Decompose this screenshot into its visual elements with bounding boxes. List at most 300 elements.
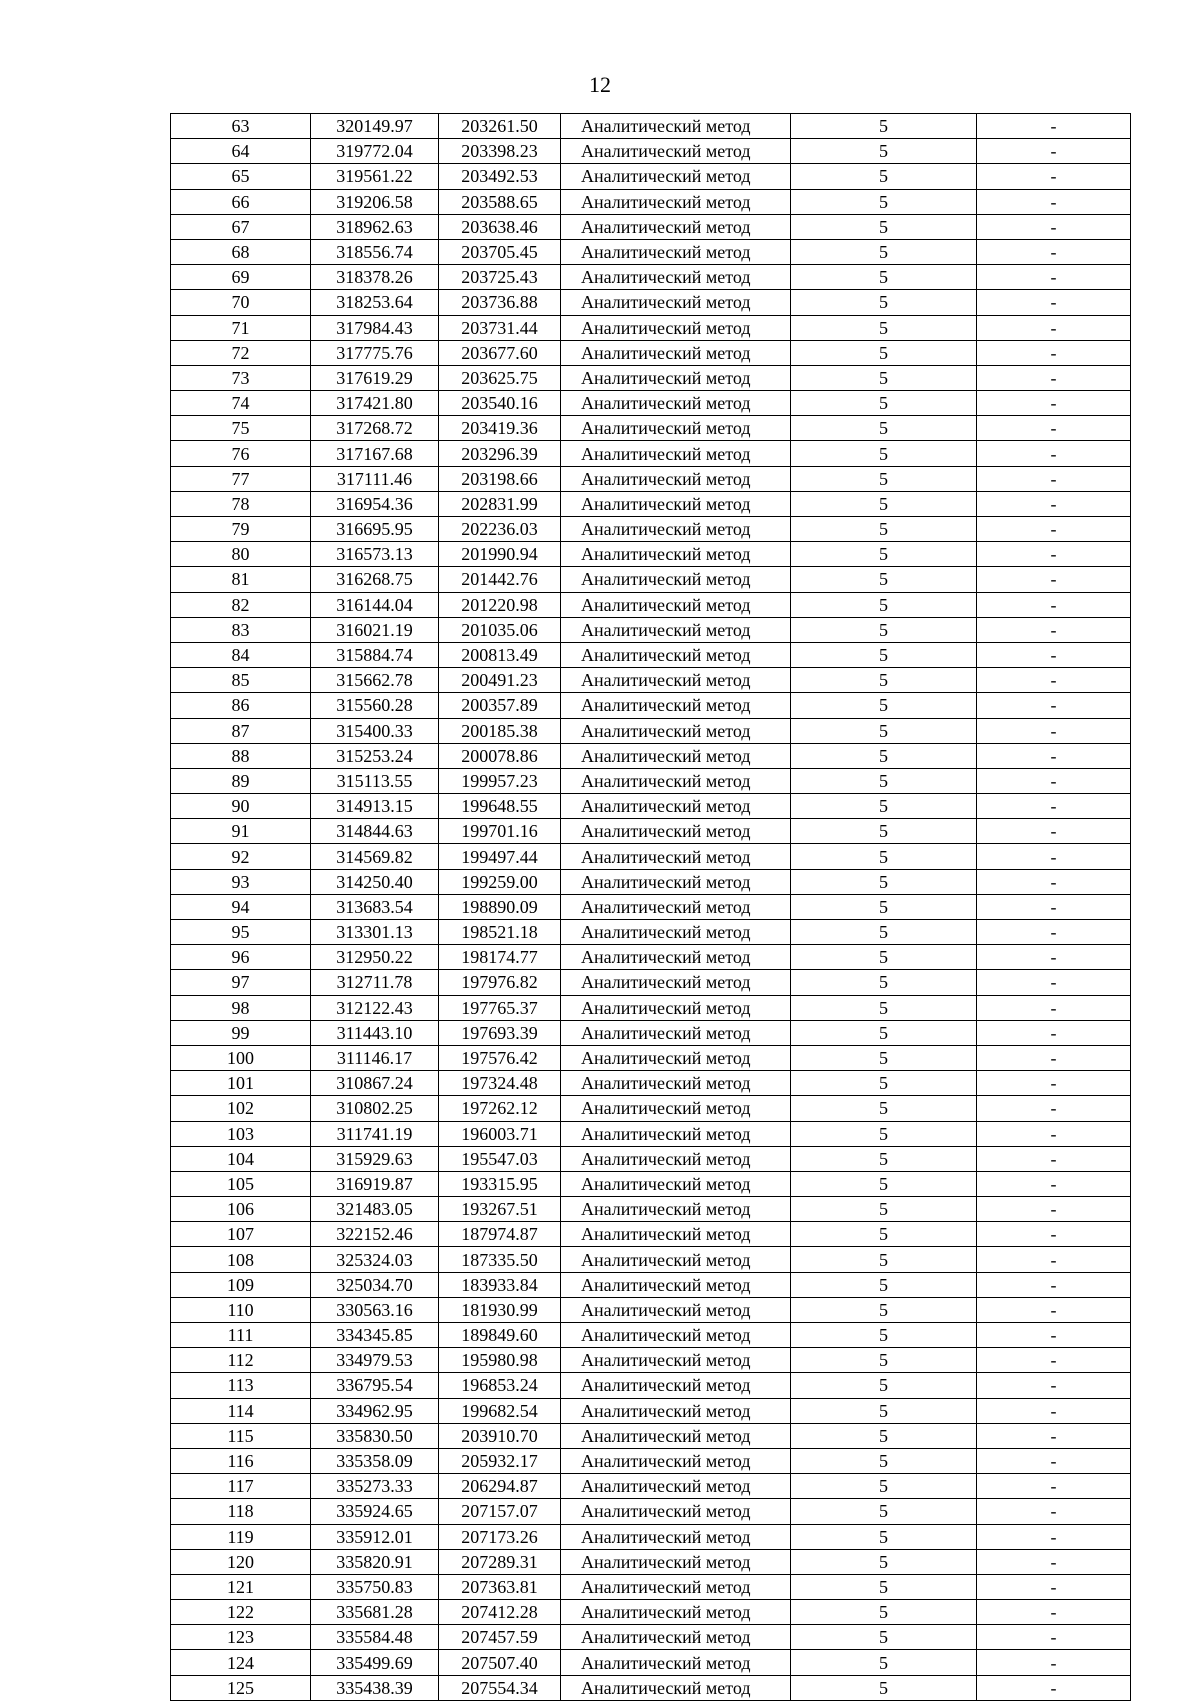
accuracy-cell: 5 — [791, 1549, 977, 1574]
accuracy-cell: 5 — [791, 1574, 977, 1599]
accuracy-cell: 5 — [791, 214, 977, 239]
accuracy-cell: 5 — [791, 693, 977, 718]
point-number-cell: 80 — [171, 542, 311, 567]
point-number-cell: 76 — [171, 441, 311, 466]
note-cell: - — [977, 1045, 1131, 1070]
table-row — [171, 693, 1131, 718]
point-number-cell: 113 — [171, 1373, 311, 1398]
note-cell: - — [977, 491, 1131, 516]
note-cell: - — [977, 290, 1131, 315]
accuracy-cell: 5 — [791, 391, 977, 416]
note-cell: - — [977, 970, 1131, 995]
x-coordinate-cell: 319206.58 — [311, 189, 439, 214]
note-cell: - — [977, 391, 1131, 416]
note-cell: - — [977, 1323, 1131, 1348]
accuracy-cell: 5 — [791, 365, 977, 390]
note-cell: - — [977, 315, 1131, 340]
point-number-cell: 92 — [171, 844, 311, 869]
point-number-cell: 93 — [171, 869, 311, 894]
note-cell: - — [977, 1020, 1131, 1045]
point-number-cell: 103 — [171, 1121, 311, 1146]
note-cell: - — [977, 1650, 1131, 1675]
note-cell: - — [977, 567, 1131, 592]
x-coordinate-cell: 320149.97 — [311, 114, 439, 139]
x-coordinate-cell: 325324.03 — [311, 1247, 439, 1272]
table-row — [171, 340, 1131, 365]
table-row — [171, 1171, 1131, 1196]
method-cell: Аналитический метод — [561, 1574, 791, 1599]
table-row — [171, 592, 1131, 617]
y-coordinate-cell: 207173.26 — [439, 1524, 561, 1549]
point-number-cell: 105 — [171, 1171, 311, 1196]
point-number-cell: 115 — [171, 1423, 311, 1448]
y-coordinate-cell: 203588.65 — [439, 189, 561, 214]
accuracy-cell: 5 — [791, 819, 977, 844]
x-coordinate-cell: 317775.76 — [311, 340, 439, 365]
note-cell: - — [977, 844, 1131, 869]
table-row — [171, 995, 1131, 1020]
page-number: 12 — [589, 72, 611, 97]
x-coordinate-cell: 312122.43 — [311, 995, 439, 1020]
y-coordinate-cell: 203705.45 — [439, 239, 561, 264]
y-coordinate-cell: 203261.50 — [439, 114, 561, 139]
y-coordinate-cell: 207554.34 — [439, 1675, 561, 1700]
method-cell: Аналитический метод — [561, 1222, 791, 1247]
point-number-cell: 116 — [171, 1448, 311, 1473]
x-coordinate-cell: 318253.64 — [311, 290, 439, 315]
x-coordinate-cell: 316695.95 — [311, 517, 439, 542]
point-number-cell: 70 — [171, 290, 311, 315]
method-cell: Аналитический метод — [561, 1121, 791, 1146]
y-coordinate-cell: 198174.77 — [439, 945, 561, 970]
note-cell: - — [977, 365, 1131, 390]
y-coordinate-cell: 203419.36 — [439, 416, 561, 441]
accuracy-cell: 5 — [791, 869, 977, 894]
point-number-cell: 72 — [171, 340, 311, 365]
table-row — [171, 1348, 1131, 1373]
point-number-cell: 123 — [171, 1625, 311, 1650]
note-cell: - — [977, 1222, 1131, 1247]
x-coordinate-cell: 315400.33 — [311, 718, 439, 743]
accuracy-cell: 5 — [791, 1323, 977, 1348]
note-cell: - — [977, 1146, 1131, 1171]
y-coordinate-cell: 207412.28 — [439, 1600, 561, 1625]
y-coordinate-cell: 189849.60 — [439, 1323, 561, 1348]
accuracy-cell: 5 — [791, 970, 977, 995]
point-number-cell: 85 — [171, 668, 311, 693]
table-row — [171, 642, 1131, 667]
x-coordinate-cell: 313683.54 — [311, 894, 439, 919]
note-cell: - — [977, 995, 1131, 1020]
x-coordinate-cell: 315253.24 — [311, 743, 439, 768]
table-row — [171, 1474, 1131, 1499]
y-coordinate-cell: 203677.60 — [439, 340, 561, 365]
point-number-cell: 108 — [171, 1247, 311, 1272]
accuracy-cell: 5 — [791, 1650, 977, 1675]
y-coordinate-cell: 203625.75 — [439, 365, 561, 390]
y-coordinate-cell: 207507.40 — [439, 1650, 561, 1675]
point-number-cell: 91 — [171, 819, 311, 844]
point-number-cell: 77 — [171, 466, 311, 491]
y-coordinate-cell: 203910.70 — [439, 1423, 561, 1448]
accuracy-cell: 5 — [791, 1474, 977, 1499]
y-coordinate-cell: 200491.23 — [439, 668, 561, 693]
x-coordinate-cell: 335830.50 — [311, 1423, 439, 1448]
x-coordinate-cell: 335358.09 — [311, 1448, 439, 1473]
y-coordinate-cell: 203731.44 — [439, 315, 561, 340]
point-number-cell: 114 — [171, 1398, 311, 1423]
method-cell: Аналитический метод — [561, 1675, 791, 1700]
x-coordinate-cell: 311443.10 — [311, 1020, 439, 1045]
method-cell: Аналитический метод — [561, 1600, 791, 1625]
y-coordinate-cell: 195980.98 — [439, 1348, 561, 1373]
table-row — [171, 617, 1131, 642]
x-coordinate-cell: 335438.39 — [311, 1675, 439, 1700]
method-cell: Аналитический метод — [561, 164, 791, 189]
method-cell: Аналитический метод — [561, 517, 791, 542]
point-number-cell: 124 — [171, 1650, 311, 1675]
note-cell: - — [977, 189, 1131, 214]
accuracy-cell: 5 — [791, 1272, 977, 1297]
table-row — [171, 1272, 1131, 1297]
y-coordinate-cell: 187974.87 — [439, 1222, 561, 1247]
note-cell: - — [977, 265, 1131, 290]
x-coordinate-cell: 334345.85 — [311, 1323, 439, 1348]
note-cell: - — [977, 517, 1131, 542]
method-cell: Аналитический метод — [561, 1045, 791, 1070]
method-cell: Аналитический метод — [561, 1423, 791, 1448]
accuracy-cell: 5 — [791, 189, 977, 214]
x-coordinate-cell: 318378.26 — [311, 265, 439, 290]
x-coordinate-cell: 315929.63 — [311, 1146, 439, 1171]
table-row — [171, 1071, 1131, 1096]
point-number-cell: 63 — [171, 114, 311, 139]
table-row — [171, 743, 1131, 768]
note-cell: - — [977, 1574, 1131, 1599]
method-cell: Аналитический метод — [561, 1398, 791, 1423]
accuracy-cell: 5 — [791, 894, 977, 919]
x-coordinate-cell: 310802.25 — [311, 1096, 439, 1121]
point-number-cell: 89 — [171, 768, 311, 793]
accuracy-cell: 5 — [791, 1020, 977, 1045]
point-number-cell: 73 — [171, 365, 311, 390]
y-coordinate-cell: 199682.54 — [439, 1398, 561, 1423]
point-number-cell: 102 — [171, 1096, 311, 1121]
point-number-cell: 74 — [171, 391, 311, 416]
method-cell: Аналитический метод — [561, 290, 791, 315]
note-cell: - — [977, 164, 1131, 189]
note-cell: - — [977, 1398, 1131, 1423]
y-coordinate-cell: 199957.23 — [439, 768, 561, 793]
accuracy-cell: 5 — [791, 668, 977, 693]
point-number-cell: 117 — [171, 1474, 311, 1499]
y-coordinate-cell: 199648.55 — [439, 794, 561, 819]
method-cell: Аналитический метод — [561, 1323, 791, 1348]
point-number-cell: 81 — [171, 567, 311, 592]
y-coordinate-cell: 207289.31 — [439, 1549, 561, 1574]
method-cell: Аналитический метод — [561, 1474, 791, 1499]
table-row — [171, 844, 1131, 869]
accuracy-cell: 5 — [791, 1625, 977, 1650]
point-number-cell: 112 — [171, 1348, 311, 1373]
y-coordinate-cell: 198890.09 — [439, 894, 561, 919]
note-cell: - — [977, 1297, 1131, 1322]
method-cell: Аналитический метод — [561, 1171, 791, 1196]
y-coordinate-cell: 201442.76 — [439, 567, 561, 592]
table-row — [171, 1373, 1131, 1398]
method-cell: Аналитический метод — [561, 1096, 791, 1121]
x-coordinate-cell: 315113.55 — [311, 768, 439, 793]
accuracy-cell: 5 — [791, 1222, 977, 1247]
note-cell: - — [977, 1423, 1131, 1448]
x-coordinate-cell: 321483.05 — [311, 1197, 439, 1222]
accuracy-cell: 5 — [791, 617, 977, 642]
method-cell: Аналитический метод — [561, 718, 791, 743]
note-cell: - — [977, 1247, 1131, 1272]
table-row — [171, 491, 1131, 516]
y-coordinate-cell: 199701.16 — [439, 819, 561, 844]
method-cell: Аналитический метод — [561, 995, 791, 1020]
x-coordinate-cell: 317984.43 — [311, 315, 439, 340]
x-coordinate-cell: 310867.24 — [311, 1071, 439, 1096]
x-coordinate-cell: 325034.70 — [311, 1272, 439, 1297]
table-row — [171, 794, 1131, 819]
x-coordinate-cell: 319772.04 — [311, 139, 439, 164]
table-row — [171, 768, 1131, 793]
method-cell: Аналитический метод — [561, 970, 791, 995]
x-coordinate-cell: 334979.53 — [311, 1348, 439, 1373]
table-row — [171, 718, 1131, 743]
note-cell: - — [977, 1197, 1131, 1222]
table-row — [171, 1323, 1131, 1348]
coordinates-table — [170, 113, 1131, 1701]
point-number-cell: 111 — [171, 1323, 311, 1348]
x-coordinate-cell: 317111.46 — [311, 466, 439, 491]
method-cell: Аналитический метод — [561, 1272, 791, 1297]
method-cell: Аналитический метод — [561, 340, 791, 365]
x-coordinate-cell: 335584.48 — [311, 1625, 439, 1650]
y-coordinate-cell: 196003.71 — [439, 1121, 561, 1146]
table-row — [171, 441, 1131, 466]
y-coordinate-cell: 203638.46 — [439, 214, 561, 239]
x-coordinate-cell: 319561.22 — [311, 164, 439, 189]
note-cell: - — [977, 1524, 1131, 1549]
note-cell: - — [977, 642, 1131, 667]
accuracy-cell: 5 — [791, 718, 977, 743]
method-cell: Аналитический метод — [561, 617, 791, 642]
y-coordinate-cell: 197693.39 — [439, 1020, 561, 1045]
note-cell: - — [977, 1625, 1131, 1650]
y-coordinate-cell: 197324.48 — [439, 1071, 561, 1096]
note-cell: - — [977, 768, 1131, 793]
y-coordinate-cell: 181930.99 — [439, 1297, 561, 1322]
table-row — [171, 290, 1131, 315]
accuracy-cell: 5 — [791, 466, 977, 491]
y-coordinate-cell: 201990.94 — [439, 542, 561, 567]
method-cell: Аналитический метод — [561, 239, 791, 264]
table-row — [171, 1625, 1131, 1650]
point-number-cell: 121 — [171, 1574, 311, 1599]
point-number-cell: 87 — [171, 718, 311, 743]
accuracy-cell: 5 — [791, 1247, 977, 1272]
method-cell: Аналитический метод — [561, 391, 791, 416]
table-row — [171, 517, 1131, 542]
x-coordinate-cell: 318962.63 — [311, 214, 439, 239]
accuracy-cell: 5 — [791, 1398, 977, 1423]
method-cell: Аналитический метод — [561, 1197, 791, 1222]
table-row — [171, 1146, 1131, 1171]
note-cell: - — [977, 1373, 1131, 1398]
note-cell: - — [977, 1272, 1131, 1297]
table-row — [171, 1398, 1131, 1423]
x-coordinate-cell: 315560.28 — [311, 693, 439, 718]
x-coordinate-cell: 335912.01 — [311, 1524, 439, 1549]
method-cell: Аналитический метод — [561, 844, 791, 869]
y-coordinate-cell: 197976.82 — [439, 970, 561, 995]
table-row — [171, 567, 1131, 592]
note-cell: - — [977, 214, 1131, 239]
y-coordinate-cell: 201220.98 — [439, 592, 561, 617]
accuracy-cell: 5 — [791, 542, 977, 567]
point-number-cell: 68 — [171, 239, 311, 264]
x-coordinate-cell: 336795.54 — [311, 1373, 439, 1398]
y-coordinate-cell: 199259.00 — [439, 869, 561, 894]
point-number-cell: 64 — [171, 139, 311, 164]
note-cell: - — [977, 416, 1131, 441]
note-cell: - — [977, 1071, 1131, 1096]
table-row — [171, 1247, 1131, 1272]
y-coordinate-cell: 193267.51 — [439, 1197, 561, 1222]
table-row — [171, 819, 1131, 844]
x-coordinate-cell: 312711.78 — [311, 970, 439, 995]
point-number-cell: 90 — [171, 794, 311, 819]
accuracy-cell: 5 — [791, 164, 977, 189]
x-coordinate-cell: 322152.46 — [311, 1222, 439, 1247]
x-coordinate-cell: 311741.19 — [311, 1121, 439, 1146]
method-cell: Аналитический метод — [561, 189, 791, 214]
note-cell: - — [977, 592, 1131, 617]
accuracy-cell: 5 — [791, 1675, 977, 1700]
note-cell: - — [977, 1171, 1131, 1196]
point-number-cell: 82 — [171, 592, 311, 617]
method-cell: Аналитический метод — [561, 491, 791, 516]
note-cell: - — [977, 542, 1131, 567]
point-number-cell: 69 — [171, 265, 311, 290]
method-cell: Аналитический метод — [561, 945, 791, 970]
method-cell: Аналитический метод — [561, 1625, 791, 1650]
point-number-cell: 109 — [171, 1272, 311, 1297]
y-coordinate-cell: 203198.66 — [439, 466, 561, 491]
method-cell: Аналитический метод — [561, 567, 791, 592]
y-coordinate-cell: 200813.49 — [439, 642, 561, 667]
x-coordinate-cell: 314913.15 — [311, 794, 439, 819]
accuracy-cell: 5 — [791, 1600, 977, 1625]
point-number-cell: 94 — [171, 894, 311, 919]
accuracy-cell: 5 — [791, 1146, 977, 1171]
accuracy-cell: 5 — [791, 1499, 977, 1524]
x-coordinate-cell: 314250.40 — [311, 869, 439, 894]
table-row — [171, 945, 1131, 970]
x-coordinate-cell: 315662.78 — [311, 668, 439, 693]
point-number-cell: 100 — [171, 1045, 311, 1070]
accuracy-cell: 5 — [791, 491, 977, 516]
method-cell: Аналитический метод — [561, 416, 791, 441]
accuracy-cell: 5 — [791, 517, 977, 542]
method-cell: Аналитический метод — [561, 1524, 791, 1549]
x-coordinate-cell: 316021.19 — [311, 617, 439, 642]
point-number-cell: 101 — [171, 1071, 311, 1096]
table-row — [171, 214, 1131, 239]
method-cell: Аналитический метод — [561, 1146, 791, 1171]
table-row — [171, 1297, 1131, 1322]
accuracy-cell: 5 — [791, 1297, 977, 1322]
method-cell: Аналитический метод — [561, 1650, 791, 1675]
y-coordinate-cell: 202831.99 — [439, 491, 561, 516]
table-row — [171, 189, 1131, 214]
table-row — [171, 114, 1131, 139]
x-coordinate-cell: 316573.13 — [311, 542, 439, 567]
accuracy-cell: 5 — [791, 1096, 977, 1121]
note-cell: - — [977, 1096, 1131, 1121]
accuracy-cell: 5 — [791, 1373, 977, 1398]
point-number-cell: 84 — [171, 642, 311, 667]
point-number-cell: 78 — [171, 491, 311, 516]
table-row — [171, 416, 1131, 441]
table-row — [171, 1121, 1131, 1146]
x-coordinate-cell: 335750.83 — [311, 1574, 439, 1599]
accuracy-cell: 5 — [791, 1348, 977, 1373]
point-number-cell: 75 — [171, 416, 311, 441]
accuracy-cell: 5 — [791, 743, 977, 768]
note-cell: - — [977, 114, 1131, 139]
y-coordinate-cell: 201035.06 — [439, 617, 561, 642]
table-row — [171, 391, 1131, 416]
y-coordinate-cell: 207457.59 — [439, 1625, 561, 1650]
point-number-cell: 67 — [171, 214, 311, 239]
x-coordinate-cell: 317167.68 — [311, 441, 439, 466]
note-cell: - — [977, 920, 1131, 945]
method-cell: Аналитический метод — [561, 466, 791, 491]
table-row — [171, 920, 1131, 945]
y-coordinate-cell: 203492.53 — [439, 164, 561, 189]
table-row — [171, 139, 1131, 164]
method-cell: Аналитический метод — [561, 693, 791, 718]
accuracy-cell: 5 — [791, 315, 977, 340]
x-coordinate-cell: 335820.91 — [311, 1549, 439, 1574]
note-cell: - — [977, 1121, 1131, 1146]
note-cell: - — [977, 441, 1131, 466]
y-coordinate-cell: 195547.03 — [439, 1146, 561, 1171]
point-number-cell: 122 — [171, 1600, 311, 1625]
method-cell: Аналитический метод — [561, 1071, 791, 1096]
y-coordinate-cell: 207157.07 — [439, 1499, 561, 1524]
point-number-cell: 110 — [171, 1297, 311, 1322]
method-cell: Аналитический метод — [561, 768, 791, 793]
y-coordinate-cell: 203540.16 — [439, 391, 561, 416]
accuracy-cell: 5 — [791, 1524, 977, 1549]
accuracy-cell: 5 — [791, 441, 977, 466]
point-number-cell: 86 — [171, 693, 311, 718]
table-row — [171, 365, 1131, 390]
method-cell: Аналитический метод — [561, 265, 791, 290]
y-coordinate-cell: 203296.39 — [439, 441, 561, 466]
table-row — [171, 1650, 1131, 1675]
x-coordinate-cell: 318556.74 — [311, 239, 439, 264]
table-row — [171, 164, 1131, 189]
x-coordinate-cell: 312950.22 — [311, 945, 439, 970]
method-cell: Аналитический метод — [561, 315, 791, 340]
x-coordinate-cell: 317421.80 — [311, 391, 439, 416]
